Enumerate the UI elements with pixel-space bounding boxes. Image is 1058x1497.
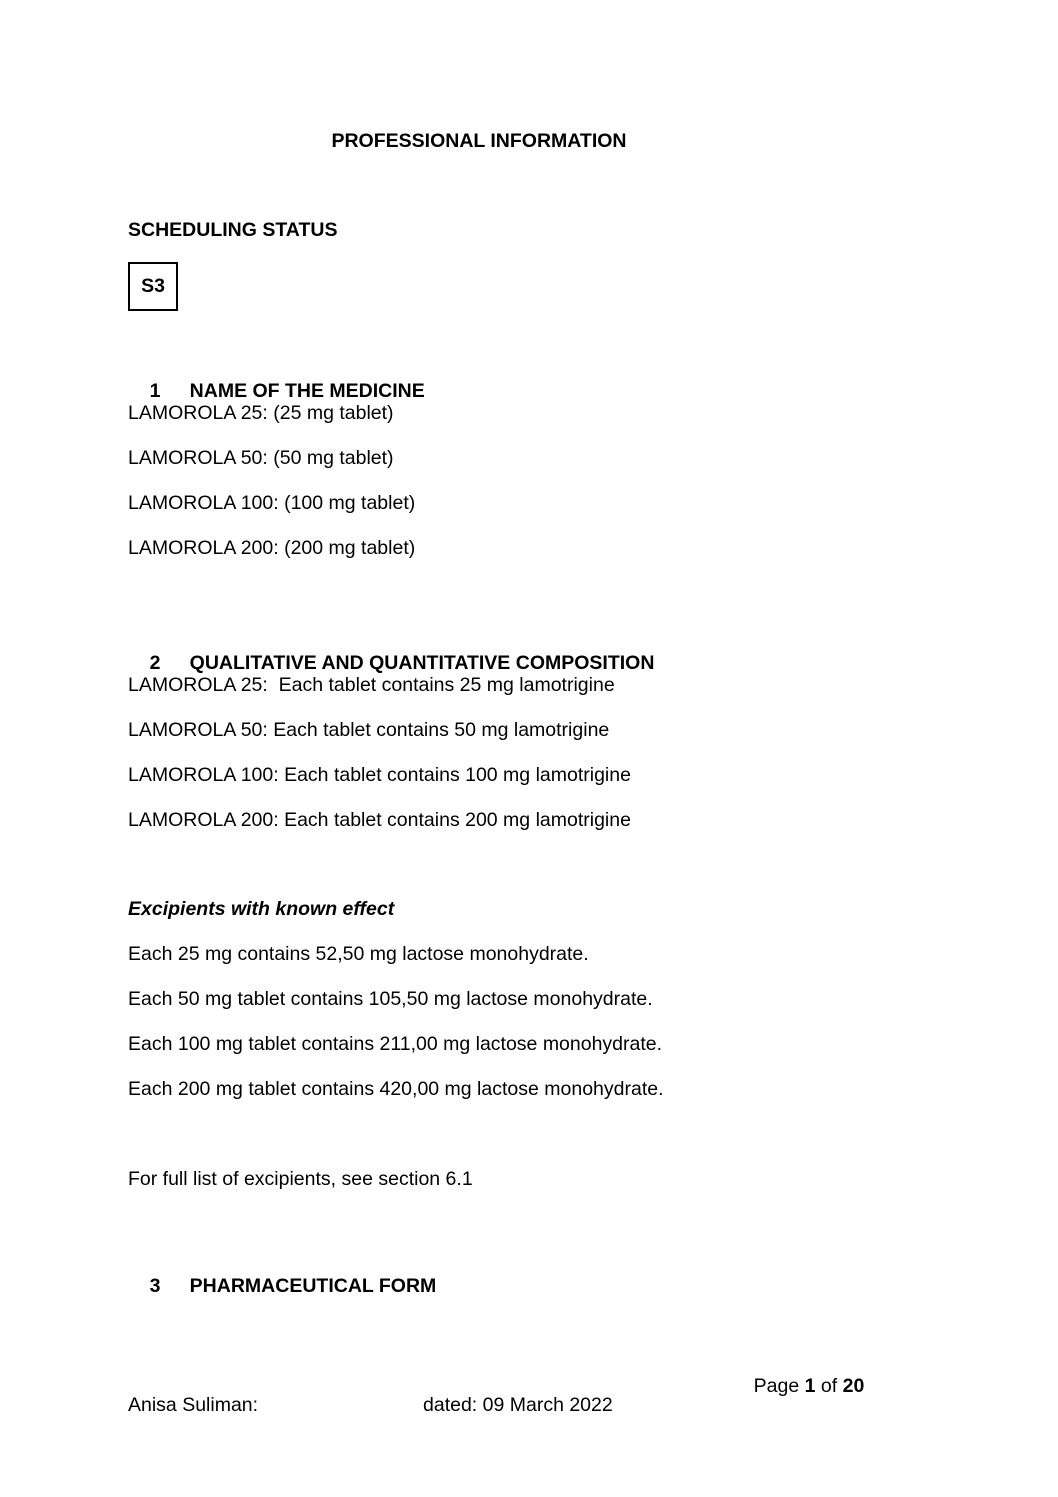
page-number: 1 (804, 1375, 816, 1397)
paragraph: LAMOROLA 100: Each tablet contains 100 mg lamotrigine (128, 764, 631, 786)
section-1-number: 1 (149, 380, 161, 402)
section-3-heading-text: PHARMACEUTICAL FORM (189, 1275, 437, 1297)
paragraph: LAMOROLA 50: (50 mg tablet) (128, 447, 394, 469)
scheduling-status-heading: SCHEDULING STATUS (128, 219, 338, 241)
page-total: 20 (842, 1375, 865, 1397)
section-3-heading (128, 1252, 436, 1321)
signature-name: Anisa Suliman: (128, 1394, 259, 1416)
excipients-note: For full list of excipients, see section 6.1 (128, 1168, 473, 1190)
document-title: PROFESSIONAL INFORMATION (331, 130, 627, 152)
of-word: of (815, 1375, 843, 1397)
scheduling-status-box (128, 262, 178, 311)
paragraph: Each 100 mg tablet contains 211,00 mg lactose monohydrate. (128, 1033, 663, 1055)
section-1-heading-text: NAME OF THE MEDICINE (189, 380, 425, 402)
paragraph: LAMOROLA 50: Each tablet contains 50 mg lamotrigine (128, 719, 610, 741)
paragraph: Each 50 mg tablet contains 105,50 mg lactose monohydrate. (128, 988, 653, 1010)
section-2-heading-text: QUALITATIVE AND QUANTITATIVE COMPOSITION (189, 652, 655, 674)
paragraph: Each 200 mg tablet contains 420,00 mg lactose monohydrate. (128, 1078, 664, 1100)
section-2-number: 2 (149, 652, 161, 674)
paragraph: LAMOROLA 25: (25 mg tablet) (128, 402, 394, 424)
excipients-heading: Excipients with known effect (128, 898, 395, 920)
section-3-number: 3 (149, 1275, 161, 1297)
paragraph: LAMOROLA 25: Each tablet contains 25 mg lamotrigine (128, 674, 615, 696)
paragraph: LAMOROLA 200: (200 mg tablet) (128, 537, 416, 559)
paragraph: LAMOROLA 200: Each tablet contains 200 mg lamotrigine (128, 809, 631, 831)
paragraph: Each 25 mg contains 52,50 mg lactose monohydrate. (128, 943, 589, 965)
page-number-indicator (732, 1352, 864, 1421)
page-word: Page (753, 1375, 805, 1397)
scheduling-status-value: S3 (141, 275, 165, 297)
signature-date: dated: 09 March 2022 (423, 1394, 613, 1416)
paragraph: LAMOROLA 100: (100 mg tablet) (128, 492, 416, 514)
